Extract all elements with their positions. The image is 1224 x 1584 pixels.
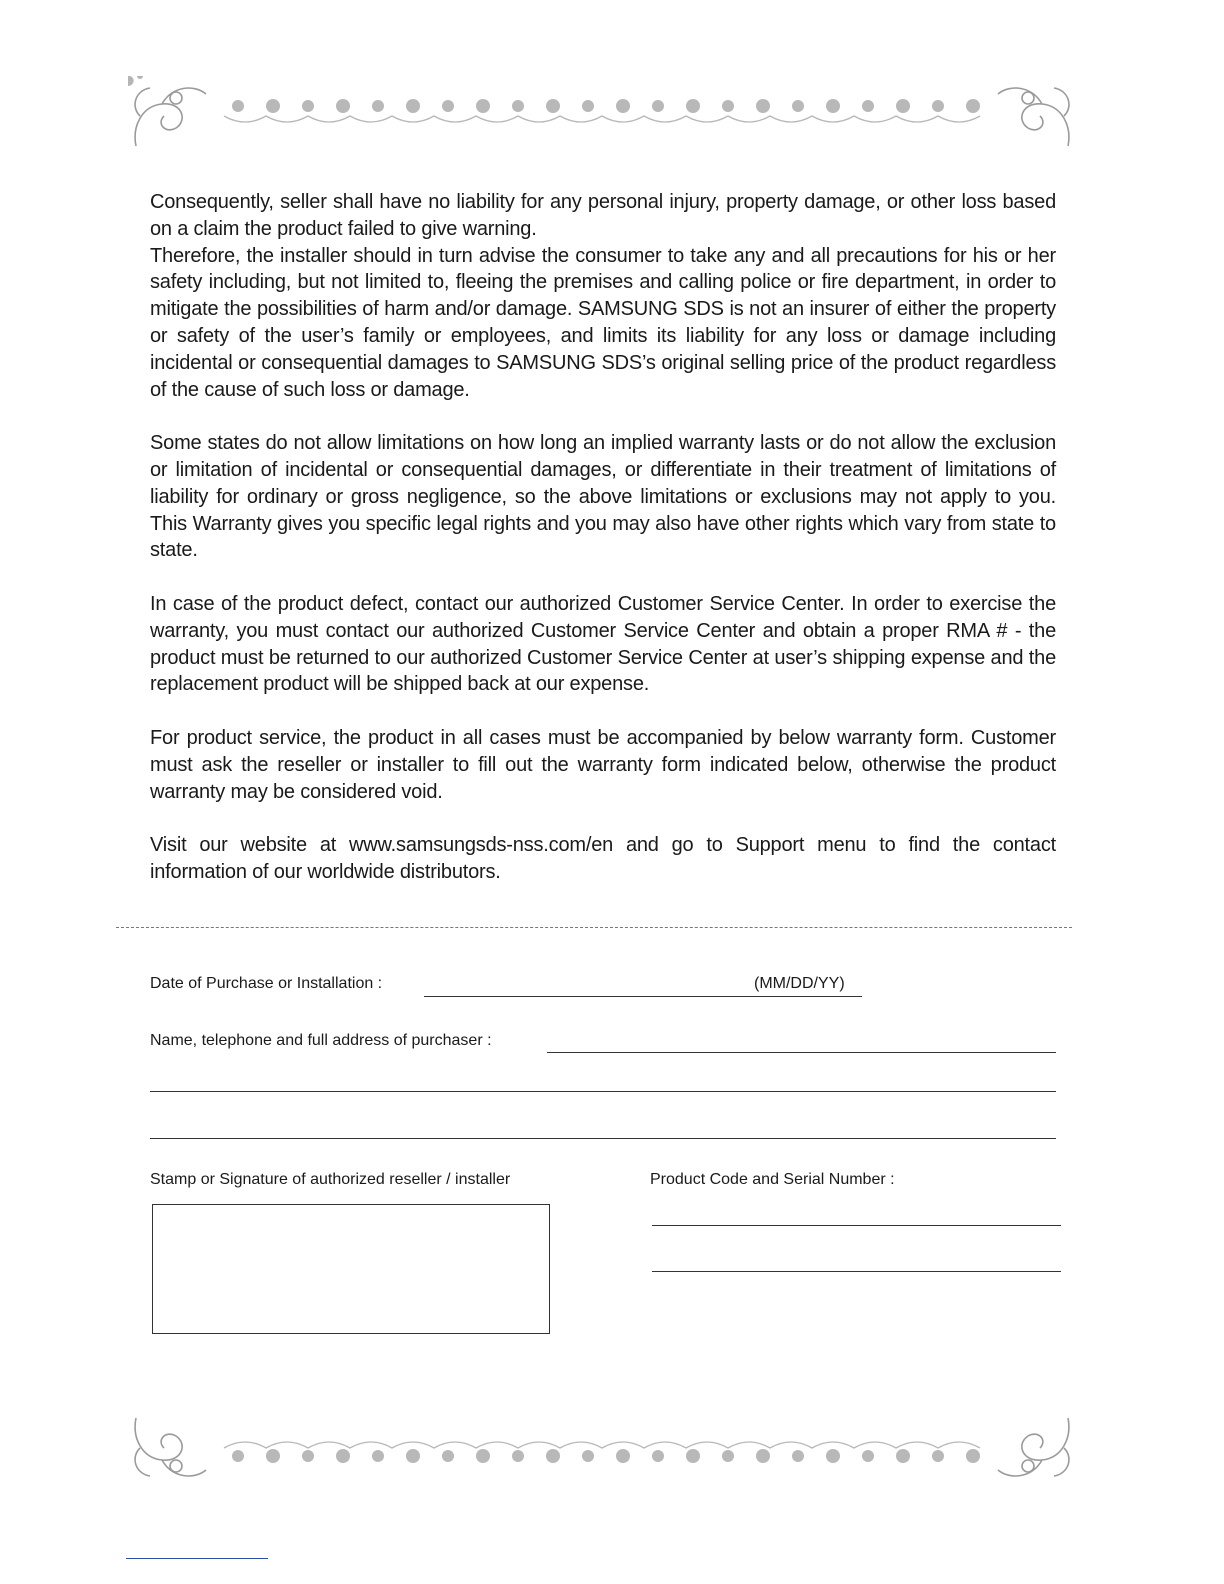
footer-rule: [126, 1558, 268, 1559]
purchaser-info-label: Name, telephone and full address of purchaser :: [150, 1032, 492, 1049]
cut-line-divider: [116, 927, 1072, 928]
paragraph-product-defect: In case of the product defect, contact our authorized Customer Service Center. In order to exercise the warranty, you must contact our authorized Customer Service Center and obtain a proper RMA # - the product must be returned to our authorized Customer Service Center at user’s shipping expense and the replacement product will be shipped back at our expense.: [150, 592, 1056, 696]
warranty-body-text: [150, 189, 1056, 913]
product-code-serial-label: Product Code and Serial Number :: [650, 1171, 895, 1188]
paragraph-state-limitations: Some states do not allow limitations on how long an implied warranty lasts or do not allow the exclusion or limitation of incidental or consequential damages, or differentiate in their treatment of limitations of liability for ordinary or gross negligence, so the above limitations or exclusions may not apply to you. This Warranty gives you specific legal rights and you may also have other rights which vary from state to state.: [150, 432, 1056, 562]
date-format-hint: (MM/DD/YY): [754, 975, 845, 992]
floral-scroll-icon: [128, 1408, 1076, 1488]
purchaser-info-field-line-1[interactable]: [547, 1052, 1056, 1053]
bottom-ornament-border: [128, 1408, 1076, 1488]
date-of-purchase-label: Date of Purchase or Installation :: [150, 975, 383, 992]
purchaser-info-field-line-2[interactable]: [150, 1091, 1056, 1092]
purchaser-info-field-line-3[interactable]: [150, 1138, 1056, 1139]
paragraph-precautions: Therefore, the installer should in turn advise the consumer to take any and all precautions for his or her safety including, but not limited to, fleeing the premises and calling police or fire department, in order to mitigate the possibilities of harm and/or damage. SAMSUNG SDS is not an insurer of either the property or safety of the user’s family or employees, and limits its liability for any loss or damage including incidental or consequential damages to SAMSUNG SDS’s original selling price of the product regardless of the cause of such loss or damage.: [150, 244, 1056, 401]
product-code-field[interactable]: [652, 1225, 1061, 1226]
paragraph-website: Visit our website at www.samsungsds-nss.com/en and go to Support menu to find the contact information of our worldwide distributors.: [150, 834, 1056, 883]
date-of-purchase-field[interactable]: [424, 996, 862, 997]
paragraph-liability: Consequently, seller shall have no liability for any personal injury, property damage, or other loss based on a claim the product failed to give warning.: [150, 191, 1056, 240]
serial-number-field[interactable]: [652, 1271, 1061, 1272]
stamp-signature-box[interactable]: [152, 1204, 550, 1334]
paragraph-product-service: For product service, the product in all cases must be accompanied by below warranty form. Customer must ask the reseller or installer to fill out the warranty form indicated below, otherwise the product warranty may be considered void.: [150, 726, 1056, 803]
floral-scroll-icon: [128, 76, 1076, 156]
top-ornament-border: [128, 76, 1076, 156]
stamp-signature-label: Stamp or Signature of authorized reseller / installer: [150, 1171, 511, 1188]
